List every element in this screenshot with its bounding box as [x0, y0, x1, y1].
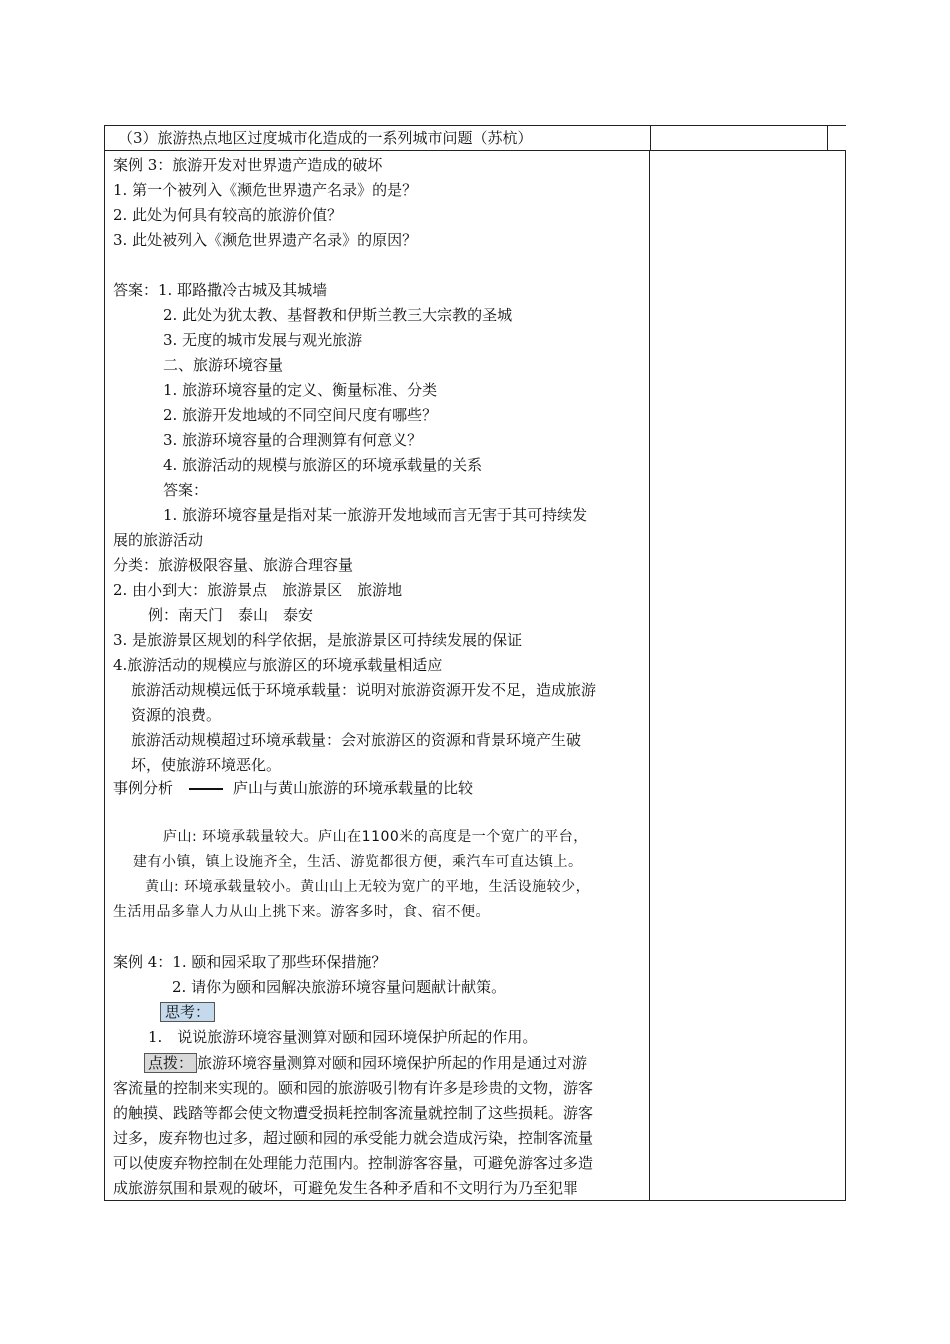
case3-answer-1: 答案：1. 耶路撒冷古城及其城墙: [113, 281, 328, 299]
huangshan-line-1: 黄山: 环境承载量较小。黄山山上无较为宽广的平地，生活设施较少，: [145, 879, 591, 895]
section2-answer-3: 3. 是旅游景区规划的科学依据，是旅游景区可持续发展的保证: [113, 631, 523, 649]
section2-question-1: 1. 旅游环境容量的定义、衡量标准、分类: [163, 381, 438, 399]
case-analysis-heading: [113, 778, 473, 798]
high-load-line-1: 旅游活动规模超过环境承载量：会对旅游区的资源和背景环境产生破: [131, 731, 582, 749]
section2-question-2: 2. 旅游开发地域的不同空间尺度有哪些？: [163, 406, 438, 424]
case3-title: 案例 3：旅游开发对世界遗产造成的破坏: [113, 156, 383, 174]
tip-line-4: 过多，废弃物也过多，超过颐和园的承受能力就会造成污染，控制客流量: [113, 1129, 594, 1147]
section2-answer-2: 2. 由小到大：旅游景点 旅游景区 旅游地: [113, 581, 403, 599]
section2-answer-1-line-1: 1. 旅游环境容量是指对某一旅游开发地域而言无害于其可持续发: [163, 506, 588, 524]
case3-question-3: 3. 此处被列入《濒危世界遗产名录》的原因？: [113, 231, 418, 249]
case3-answer-3: 3. 无度的城市发展与观光旅游: [163, 331, 363, 349]
case3-question-1: 1. 第一个被列入《濒危世界遗产名录》的是？: [113, 181, 418, 199]
case4-question-1: 案例 4：1. 颐和园采取了那些环保措施？: [113, 953, 387, 971]
header-extension-line: [828, 125, 846, 126]
tip-line-2: 客流量的控制来实现的。颐和园的旅游吸引物有许多是珍贵的文物，游客: [113, 1079, 594, 1097]
section2-answer-1-line-2: 展的旅游活动: [113, 531, 204, 549]
huangshan-line-2: 生活用品多靠人力从山上挑下来。游客多时，食、宿不便。: [113, 904, 490, 920]
tip-line-5: 可以使废弃物控制在处理能力范围内。控制游客容量，可避免游客过多造: [113, 1154, 594, 1172]
case3-question-2: 2. 此处为何具有较高的旅游价值？: [113, 206, 343, 224]
tip-highlight: 点拨：: [144, 1053, 197, 1073]
case3-answer-2: 2. 此处为犹太教、基督教和伊斯兰教三大宗教的圣城: [163, 306, 513, 324]
tip-text-1: 旅游环境容量测算对颐和园环境保护所起的作用是通过对游: [197, 1054, 588, 1072]
dash-separator: [189, 788, 223, 790]
think-label: [160, 1002, 215, 1022]
high-load-line-2: 坏，使旅游环境恶化。: [131, 756, 282, 774]
section2-title: 二、旅游环境容量: [163, 356, 284, 374]
tip-line-1: [144, 1053, 587, 1073]
think-question: 1. 说说旅游环境容量测算对颐和园环境保护所起的作用。: [148, 1028, 538, 1046]
header-title: （3）旅游热点地区过度城市化造成的一系列城市问题（苏杭）: [118, 129, 533, 147]
section2-question-4: 4. 旅游活动的规模与旅游区的环境承载量的关系: [163, 456, 483, 474]
tip-line-6: 成旅游氛围和景观的破坏，可避免发生各种矛盾和不文明行为乃至犯罪: [113, 1179, 579, 1197]
case-analysis-title: 庐山与黄山旅游的环境承载量的比较: [233, 779, 474, 797]
low-load-line-1: 旅游活动规模远低于环境承载量：说明对旅游资源开发不足，造成旅游: [131, 681, 597, 699]
section2-answer-label: 答案：: [163, 481, 209, 499]
low-load-line-2: 资源的浪费。: [131, 706, 222, 724]
case-analysis-label: 事例分析: [113, 779, 174, 797]
section2-classification: 分类：旅游极限容量、旅游合理容量: [113, 556, 354, 574]
section2-answer-4: 4.旅游活动的规模应与旅游区的环境承载量相适应: [113, 656, 443, 674]
tip-line-3: 的触摸、践踏等都会使文物遭受损耗控制客流量就控制了这些损耗。游客: [113, 1104, 594, 1122]
header-divider: [650, 125, 651, 151]
section2-question-3: 3. 旅游环境容量的合理测算有何意义？: [163, 431, 423, 449]
case4-question-2: 2. 请你为颐和园解决旅游环境容量问题献计献策。: [172, 978, 507, 996]
lushan-line-2: 建有小镇，镇上设施齐全，生活、游览都很方便，乘汽车可直达镇上。: [133, 854, 583, 870]
think-highlight: 思考：: [160, 1002, 215, 1022]
notes-column: [650, 150, 846, 1201]
section2-answer-2-example: 例：南天门 泰山 泰安: [148, 606, 314, 624]
lushan-line-1: 庐山: 环境承载量较大。庐山在1100米的高度是一个宽广的平台，: [163, 829, 588, 845]
